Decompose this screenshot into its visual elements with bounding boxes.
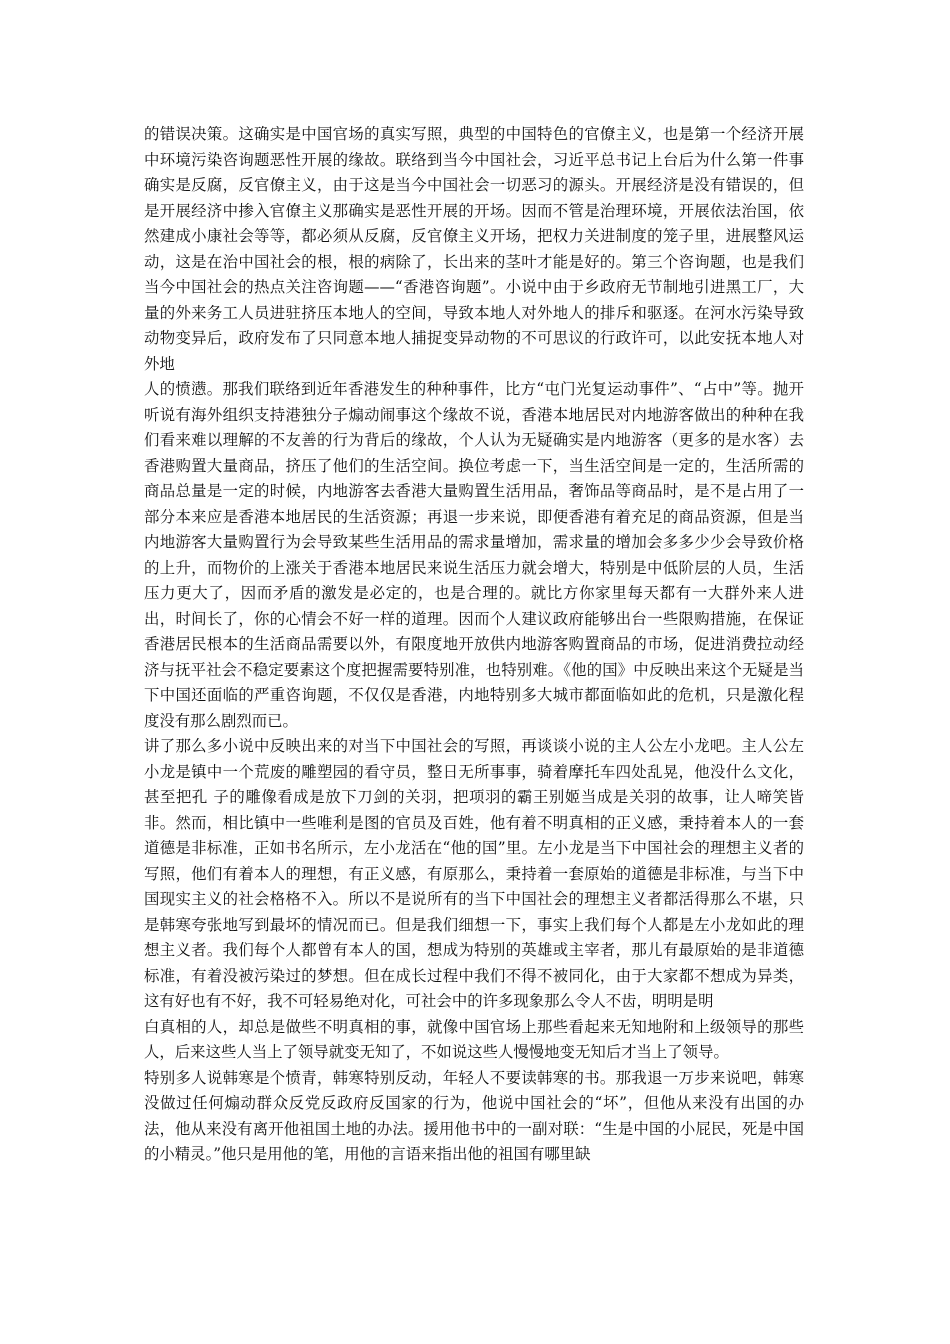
paragraph-2: 人的愤懑。那我们联络到近年香港发生的种种事件，比方“屯门光复运动事件”、“占中”等。抛开听说有海外组织支持港独分子煽动闹事这个缘故不说，香港本地居民对内地游客做出的种种在我们看来难以理解的不友善的行为背后的缘故，个人认为无疑确实是内地游客（更多的是水客）去香港购置大量商品，挤压了他们的生活空间。换位考虑一下，当生活空间是一定的，生活所需的商品总量是一定的时候，内地游客去香港大量购置生活用品，奢饰品等商品时，是不是占用了一部分本来应是香港本地居民的生活资源；再退一步来说，即便香港有着充足的商品资源，但是当内地游客大量购置行为会导致某些生活用品的需求量增加，需求量的增加会多多少少会导致价格的上升，而物价的上涨关于香港本地居民来说生活压力就会增大，特别是中低阶层的人员，生活压力更大了，因而矛盾的激发是必定的，也是合理的。就比方你家里每天都有一大群外来人进出，时间长了，你的心情会不好一样的道理。因而个人建议政府能够出台一些限购措施，在保证香港居民根本的生活商品需要以外，有限度地开放供内地游客购置商品的市场，促进消费拉动经济与抚平社会不稳定要素这个度把握需要特别准，也特别难。《他的国》中反映出来这个无疑是当下中国还面临的严重咨询题，不仅仅是香港，内地特别多大城市都面临如此的危机，只是激化程度没有那么剧烈而已。	[144, 380, 804, 730]
document-page	[144, 122, 804, 1168]
paragraph-5: 特别多人说韩寒是个愤青，韩寒特别反动，年轻人不要读韩寒的书。那我退一万步来说吧，韩寒没做过任何煽动群众反党反政府反国家的行为，他说中国社会的“坏”，但他从来没有出国的办法，他从来没有离开他祖国土地的办法。援用他书中的一副对联：“生是中国的小屁民，死是中国的小精灵。”他只是用他的笔，用他的言语来指出他的祖国有哪里缺	[144, 1068, 804, 1163]
paragraph-3: 讲了那么多小说中反映出来的对当下中国社会的写照，再谈谈小说的主人公左小龙吧。主人公左小龙是镇中一个荒废的雕塑园的看守员，整日无所事事，骑着摩托车四处乱晃，他没什么文化，甚至把孔 子的雕像看成是放下刀剑的关羽，把项羽的霸王别姬当成是关羽的故事，让人啼笑皆非。然而，相比镇中一些唯利是图的官员及百姓，他有着不明真相的正义感，秉持着本人的一套道德是非标准，正如书名所示，左小龙活在“他的国”里。左小龙是当下中国社会的理想主义者的写照，他们有着本人的理想，有正义感，有原那么，秉持着一套原始的道德是非标准，与当下中国现实主义的社会格格不入。所以不是说所有的当下中国社会的理想主义者都活得那么不堪，只是韩寒夸张地写到最坏的情况而已。但是我们细想一下，事实上我们每个人都是左小龙如此的理想主义者。我们每个人都曾有本人的国，想成为特别的英雄或主宰者，那儿有最原始的是非道德标准，有着没被污染过的梦想。但在成长过程中我们不得不被同化，由于大家都不想成为异类，这有好也有不好，我不可轻易绝对化，可社会中的许多现象那么令人不齿，明明是明	[144, 737, 804, 1010]
paragraph-4: 白真相的人，却总是做些不明真相的事，就像中国官场上那些看起来无知地附和上级领导的那些人，后来这些人当上了领导就变无知了，不如说这些人慢慢地变无知后才当上了领导。	[144, 1017, 804, 1061]
paragraph-1: 的错误决策。这确实是中国官场的真实写照，典型的中国特色的官僚主义，也是第一个经济开展中环境污染咨询题恶性开展的缘故。联络到当今中国社会，习近平总书记上台后为什么第一件事确实是反腐，反官僚主义，由于这是当今中国社会一切恶习的源头。开展经济是没有错误的，但是开展经济中掺入官僚主义那确实是恶性开展的开场。因而不管是治理环境，开展依法治国，依然建成小康社会等等，都必须从反腐，反官僚主义开场，把权力关进制度的笼子里，进展整风运动，这是在治中国社会的根，根的病除了，长出来的茎叶才能是好的。第三个咨询题，也是我们当今中国社会的热点关注咨询题——“香港咨询题”。小说中由于乡政府无节制地引进黑工厂，大量的外来务工人员进驻挤压本地人的空间，导致本地人对外地人的排斥和驱逐。在河水污染导致动物变异后，政府发布了只同意本地人捕捉变异动物的不可思议的行政许可，以此安抚本地人对外地	[144, 125, 804, 373]
